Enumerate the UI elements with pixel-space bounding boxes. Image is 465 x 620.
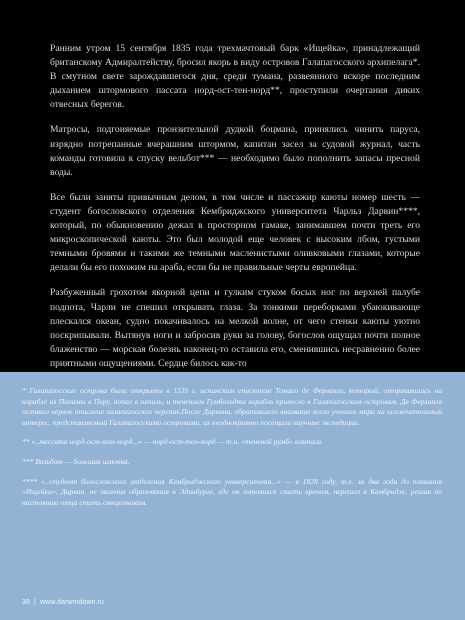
paragraph: Матросы, подгоняемые пронзительной дудкой боцмана, принялись чинить паруса, изрядно потрепанные вчерашним штормом, капитан засел за судовой журнал, часть команды готовила к спуску вельбот*** — необходимо было пополнить запасы пресной воды.: [50, 124, 420, 178]
main-text: [50, 42, 420, 382]
paragraph: Ранним утром 15 сентября 1835 года трехмачтовый барк «Ищейка», принадлежащий британскому Адмиралтейству, бросил якорь в виду островов Галапагосского архипелага*. В смутном свете зарождавшегося дня, среди тумана, развеянного вскоре последним дыханием штормового пассата норд-ост-тен-норд**, проступили очертания диких отвесных берегов.: [50, 43, 420, 111]
paragraph: Все были заняты привычным делом, в том числе и пассажир каюты номер шесть — студент богословского отделения Кембриджского университета Чарльз Дарвин****, который, по обыкновению дежал в просторном гамаке, занимавшем почти треть его микроскопической каюты. Это был молодой еще человек с высоким лбом, густыми темными бровями и такими же темными масленистыми оливковыми глазами, которые делали бы его похожим на араба, если бы не правильные черты европейца.: [50, 191, 420, 274]
footnotes-panel: [0, 372, 465, 620]
paragraph: Разбуженный грохотом якорной цепи и гулким стуком босых ног по верхней палубе подпота, Чарли не спешил открывать глаза. За тонкими переборками убаюкивающе плескался океан, судно покачивалось на мелкой волне, от чего стенки каюты уютно поскрипывали. Вытянув ноги и забросив руки за голову, богослов ощущал почти полное блаженство — морская болезнь наконец-то оставила его, сменившись несравненно более приятными ощущениями. Сердце билось как-то: [50, 287, 420, 369]
page-footer: [22, 599, 104, 606]
page-number: 38: [22, 599, 30, 606]
footnotes-list: [22, 386, 442, 517]
footnote: * Галапагосские острова были открыты в 1535 г. испанским епископом Томасо де Ферланга, который, отправившись на корабле из Панамы в Перу, попал в штиль, и течением Гумбольдта корабль принесло к Галапагосским островам. Де Ферланга оставил первое описание галапагосских черепах.После Дарвина, обратившего внимание всего ученого мира на исключительный интерес, представляемый Галапагосскими островами, их неоднократно посещали научные экспедиции.: [22, 386, 442, 427]
footnote: **** «..студент богословского отделения Кембриджского университета...» — в 1828 году, т.е. за два года до плавания «Ищейки», Дарвин, не окончив образования в Эдинбурге, где он готовился стать врачом, перешел в Кембридж, решив по настоянию отца стать священником.: [22, 476, 442, 507]
site-link[interactable]: www.darwindown.ru: [40, 599, 104, 606]
footnote: *** Вельбот — большая шлюпка.: [22, 456, 130, 466]
footer-separator: |: [34, 599, 36, 606]
footnote: ** «..массата норд-ост-тен-норд...» — норд-ост-тен-норд — т.н. «теневой румб» компаса.: [22, 437, 323, 447]
